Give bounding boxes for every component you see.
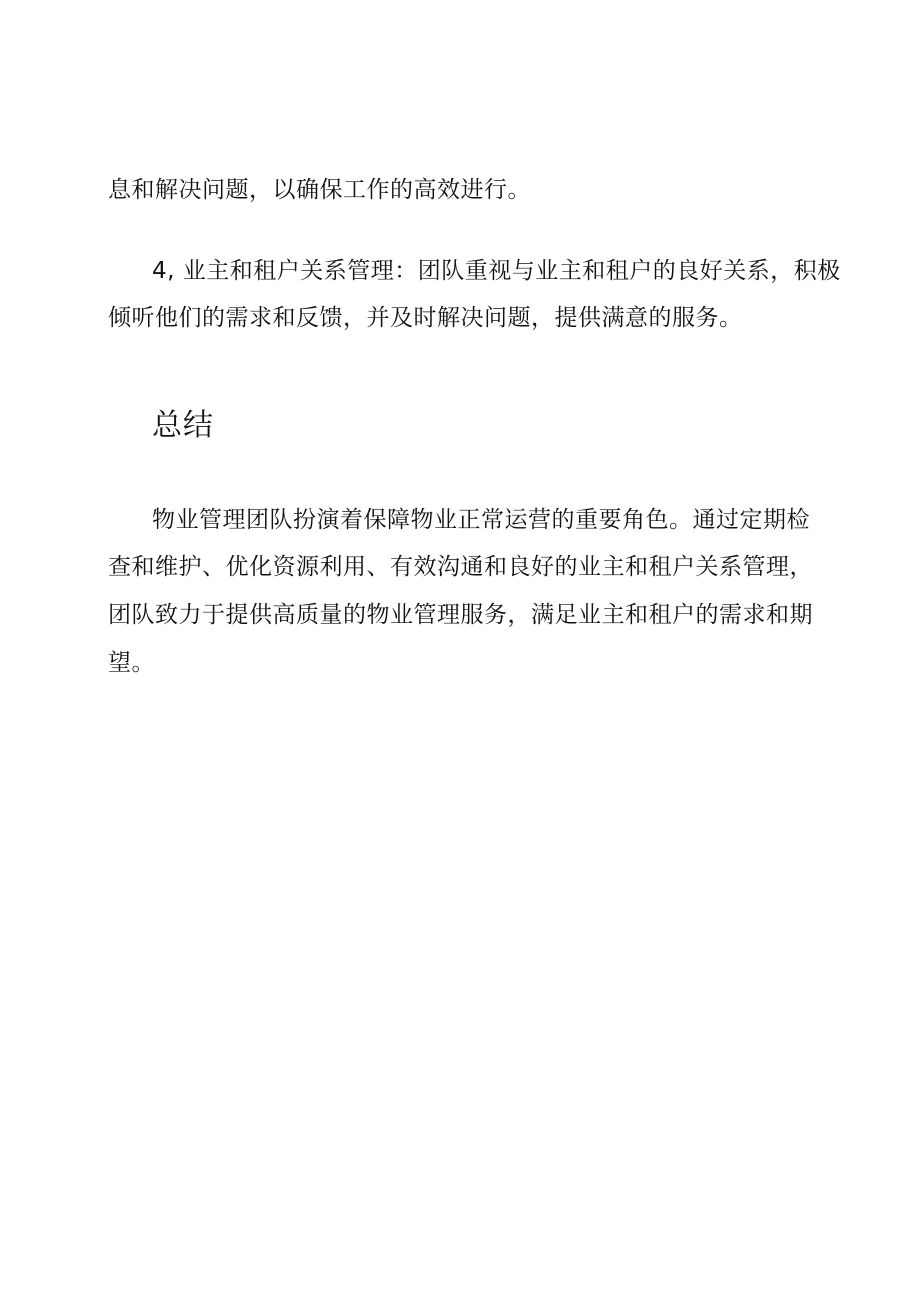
summary-heading: 总结 xyxy=(152,408,214,443)
summary-line-4: 望。 xyxy=(108,650,155,676)
summary-line-3: 团队致力于提供高质量的物业管理服务，满足业主和租户的需求和期 xyxy=(108,602,813,628)
summary-line-2: 查和维护、优化资源利用、有效沟通和良好的业主和租户关系管理， xyxy=(108,554,813,580)
summary-line-1: 物业管理团队扮演着保障物业正常运营的重要角色。通过定期检 xyxy=(152,507,810,533)
paragraph-continued-line-1: 息和解决问题，以确保工作的高效进行。 xyxy=(108,177,531,203)
item-4-line-2: 倾听他们的需求和反馈，并及时解决问题，提供满意的服务。 xyxy=(108,305,743,331)
item-4-line-1: 4, 业主和租户关系管理：团队重视与业主和租户的良好关系，积极 xyxy=(152,258,841,284)
